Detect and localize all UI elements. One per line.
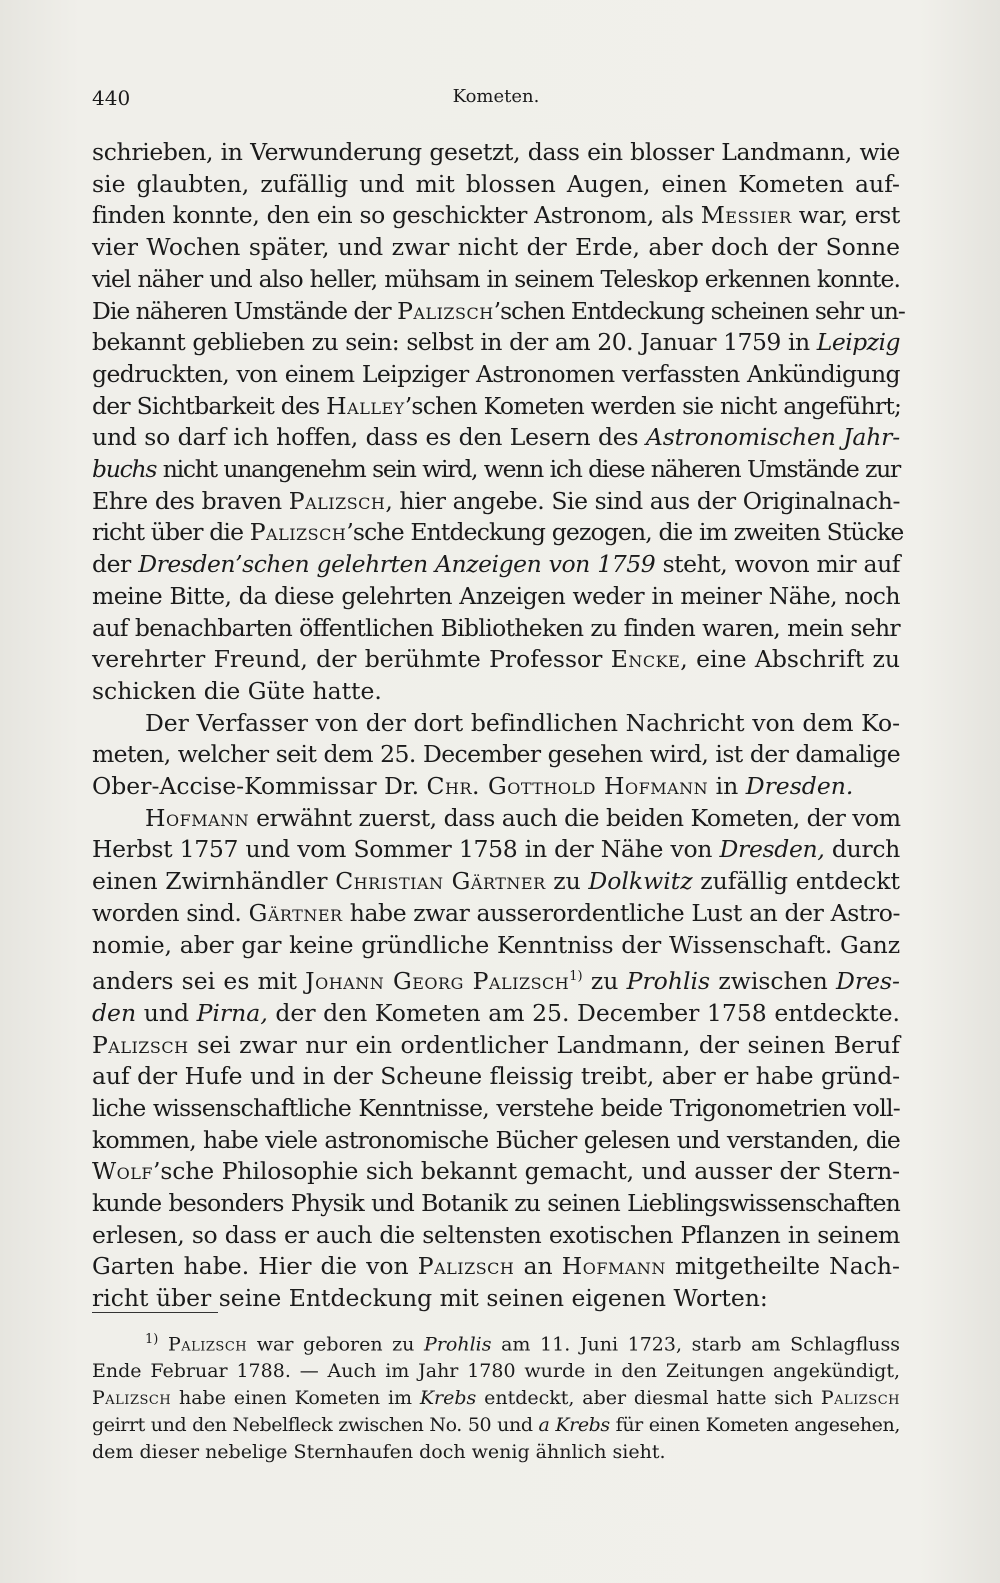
name-messier: Messier — [700, 201, 792, 230]
text-line: liche wissenschaftliche Kenntnisse, verstehe beide Trigonometrien voll- — [92, 1093, 900, 1122]
text-line: einen Zwirnhändler Christian Gärtner zu Dolkwitz zufällig entdeckt — [92, 867, 900, 896]
text-line: Die näheren Umstände der Palizsch’schen Entdeckung scheinen sehr un- — [92, 296, 905, 325]
text-line: sie glaubten, zufällig und mit blossen Augen, einen Kometen auf- — [92, 169, 900, 198]
text-line: anders sei es mit Johann Georg Palizsch$^{1)}$ zu Prohlis zwischen Dres- — [92, 967, 900, 996]
text-line: schrieben, in Verwunderung gesetzt, dass ein blosser Landmann, wie — [92, 138, 900, 166]
footnote-marker: 1) — [569, 969, 583, 985]
footnote-line: dem dieser nebelige Sternhaufen doch wenig ähnlich sieht. — [92, 1441, 666, 1464]
footnote-line: Palizsch habe einen Kometen im Krebs entdeckt, aber diesmal hatte sich Palizsch — [92, 1387, 900, 1410]
text-line: vier Wochen später, und zwar nicht der Erde, aber doch der Sonne — [92, 233, 900, 262]
text-line: finden konnte, den ein so geschickter Astronom, als Messier war, erst — [92, 201, 901, 230]
footnote-divider — [92, 1312, 218, 1313]
text-line: den und Pirna, der den Kometen am 25. December 1758 entdeckte. — [92, 998, 900, 1027]
text-line: kommen, habe viele astronomische Bücher gelesen und verstanden, die — [92, 1125, 900, 1154]
text-line: Ehre des braven Palizsch, hier angebe. Sie sind aus der Originalnach- — [92, 486, 900, 515]
text-line: buchs nicht unangenehm sein wird, wenn ich diese näheren Umstände zur — [92, 455, 900, 484]
main-text — [92, 137, 905, 1315]
text-line: Der Verfasser von der dort befindlichen Nachricht von dem Ko- — [145, 708, 900, 737]
text-line: Palizsch sei zwar nur ein ordentlicher Landmann, der seinen Beruf — [92, 1030, 900, 1059]
text-line: worden sind. Gärtner habe zwar ausserordentliche Lust an der Astro- — [92, 898, 900, 927]
footnote — [92, 1326, 900, 1466]
text-line: gedruckten, von einem Leipziger Astronomen verfassten Ankündigung — [92, 359, 900, 388]
text-line: und so darf ich hoffen, dass es den Lesern des Astronomischen Jahr- — [92, 423, 900, 452]
text-line: Garten habe. Hier die von Palizsch an Hofmann mitgetheilte Nach- — [92, 1252, 900, 1281]
text-line: Wolf’sche Philosophie sich bekannt gemacht, und ausser der Stern- — [92, 1157, 900, 1186]
page-header — [92, 86, 900, 116]
text-line: nomie, aber gar keine gründliche Kenntniss der Wissenschaft. Ganz — [92, 930, 900, 959]
footnote-line: geirrt und den Nebelfleck zwischen No. 50 und a Krebs für einen Kometen angesehen, — [92, 1414, 900, 1437]
text-line: erlesen, so dass er auch die seltensten exotischen Pflanzen in seinem — [92, 1220, 900, 1249]
text-line: schicken die Güte hatte. — [92, 676, 382, 705]
text-line: auf der Hufe und in der Scheune fleissig treibt, aber er habe gründ- — [92, 1062, 900, 1091]
text-line: Herbst 1757 und vom Sommer 1758 in der Nähe von Dresden, durch — [92, 835, 900, 864]
text-line: der Sichtbarkeit des Halley’schen Kometen werden sie nicht angeführt; — [92, 391, 902, 420]
text-line: Ober-Accise-Kommissar Dr. Chr. Gotthold Hofmann in Dresden. — [92, 772, 854, 801]
text-line: auf benachbarten öffentlichen Bibliotheken zu finden waren, mein sehr — [92, 613, 900, 642]
page-number: 440 — [92, 86, 131, 110]
text-line: verehrter Freund, der berühmte Professor Encke, eine Abschrift zu — [92, 645, 900, 674]
text-line: Hofmann erwähnt zuerst, dass auch die beiden Kometen, der vom — [145, 803, 901, 832]
text-line: der Dresden’schen gelehrten Anzeigen von 1759 steht, wovon mir auf — [92, 550, 901, 579]
text-line: bekannt geblieben zu sein: selbst in der am 20. Januar 1759 in Leipzig — [92, 328, 900, 357]
text-line: richt über die Palizsch’sche Entdeckung gezogen, die im zweiten Stücke — [92, 518, 904, 547]
text-line: meine Bitte, da diese gelehrten Anzeigen weder in meiner Nähe, noch — [92, 581, 900, 610]
text-line: meten, welcher seit dem 25. December gesehen wird, ist der damalige — [92, 740, 900, 769]
running-title: Kometen. — [452, 86, 540, 107]
text-line: richt über seine Entdeckung mit seinen eigenen Worten: — [92, 1284, 768, 1313]
footnote-line: Ende Februar 1788. — Auch im Jahr 1780 wurde in den Zeitungen angekündigt, — [92, 1360, 900, 1383]
footnote-line: $^{1)}$ Palizsch war geboren zu Prohlis am 11. Juni 1723, starb am Schlagfluss — [145, 1332, 900, 1356]
text-line: viel näher und also heller, mühsam in seinem Teleskop erkennen konnte. — [92, 264, 900, 293]
footnote-number: 1) — [145, 1332, 159, 1347]
text-line: kunde besonders Physik und Botanik zu seinen Lieblingswissenschaften — [92, 1189, 900, 1218]
